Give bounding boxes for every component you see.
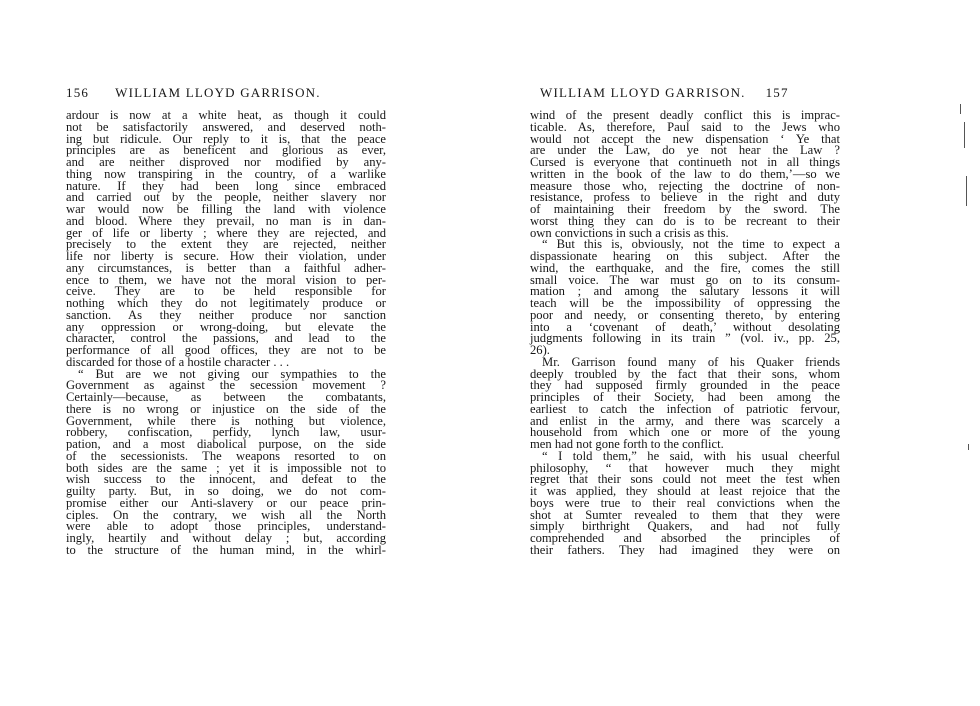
text-line: earliest to catch the infection of patriotic fervour, [530, 401, 840, 416]
text-line: judgments following in its train ” (vol. iv., pp. 25, [530, 331, 840, 346]
text-line: and are neither disproved nor modified by any- [66, 155, 386, 169]
right-page [490, 0, 980, 706]
text-line: simply birthright Quakers, and had not fully [530, 519, 840, 534]
text-line: ence to them, we have not the moral vision to per- [66, 272, 386, 287]
text-line: thing now transpiring in the country, of a warlike [66, 166, 386, 181]
text-line: character, control the passions, and lead to the [66, 331, 386, 346]
text-line: and carried out by the people, neither slavery nor [66, 190, 386, 205]
text-line: mation ; and among the salutary lessons it will [530, 284, 840, 299]
text-line: into a ‘covenant of death,’ without desolating [530, 319, 840, 334]
text-line: any circumstances, is better than a faithful adher- [66, 260, 386, 275]
text-line: own convictions in such a crisis as this. [530, 225, 729, 240]
text-line: principles of their Society, had been among the [530, 390, 840, 404]
text-line: worst thing they can do is to be recreant to their [530, 213, 840, 228]
text-line: household from which one or more of the young [530, 425, 840, 440]
text-line: any oppression or wrong-doing, but elevate the [66, 319, 386, 334]
text-line: teach will be the impossibility of oppressing the [530, 296, 840, 310]
right-body-text [530, 110, 840, 557]
text-line: ticable. As, therefore, Paul said to the Jews who [530, 119, 840, 134]
text-line: promise either our Anti-slavery or our peace prin- [66, 495, 386, 510]
text-line: Government, while there is nothing but violence, [66, 413, 386, 428]
text-line: 26). [530, 343, 550, 357]
text-line: small voice. The war must go on to its consum- [530, 272, 840, 287]
text-line: “ But are we not giving our sympathies to the [78, 366, 386, 381]
text-line: ceive. They are to be held responsible for [66, 284, 386, 299]
text-line: and enlist in the army, and there was scarcely a [530, 413, 840, 428]
text-line: both sides are the same ; yet it is impossible not to [66, 460, 386, 475]
text-line: resistance, profess to believe in the right and duty [530, 190, 840, 205]
text-line: philosophy, “ that however much they might [530, 460, 840, 475]
text-line: Mr. Garrison found many of his Quaker friends [542, 354, 840, 369]
text-line: nature. If they had been long since embraced [66, 178, 386, 193]
text-line: sanction. As they neither produce nor sanction [66, 307, 386, 322]
text-line: dispassionate hearing on this subject. After the [530, 249, 840, 263]
text-line: written in the book of the law to do them,’—so we [530, 166, 840, 181]
text-line: performance of all good offices, they are not to be [66, 343, 386, 357]
text-line: war would now be filling the land with violence [66, 202, 386, 216]
text-line: measure those who, rejecting the doctrine of non- [530, 178, 840, 193]
text-line: to the structure of the human mind, in the whirl- [66, 542, 386, 557]
text-line: comprehended and absorbed the principles of [530, 531, 840, 545]
text-line: not be satisfactorily answered, and deserved noth- [66, 119, 386, 134]
margin-mark [964, 122, 965, 148]
text-line: boys were true to their real convictions when the [530, 495, 840, 510]
running-head-title: WILLIAM LLOYD GARRISON. [540, 85, 746, 100]
text-line: and blood. Where they prevail, no man is in dan- [66, 213, 386, 228]
text-line: are under the Law, do ye not hear the Law ? [530, 143, 840, 158]
margin-mark [966, 176, 967, 206]
text-line: there is no wrong or injustice on the side of the [66, 401, 386, 416]
text-line: of maintaining their freedom by the sword. The [530, 202, 840, 216]
text-line: Cursed is everyone that continueth not in all things [530, 155, 840, 169]
text-line: their fathers. They had imagined they were on [530, 542, 840, 557]
text-line: regret that their sons could not meet the test when [530, 472, 840, 487]
text-line: ciples. On the contrary, we wish all the North [66, 507, 386, 522]
text-line: ing but ridicule. Our reply to it is, that the peace [66, 131, 386, 146]
text-line: ingly, heartily and without delay ; but, according [66, 531, 386, 545]
text-line: ardour is now at a white heat, as though it could [66, 108, 386, 122]
text-line: wind of the present deadly conflict this is imprac- [530, 108, 840, 122]
left-running-header [66, 84, 386, 102]
text-line: of the secessionists. The weapons resorted to on [66, 448, 386, 463]
text-line: shot at Sumter revealed to them that they were [530, 507, 840, 522]
text-line: deeply troubled by the fact that their sons, whom [530, 366, 840, 381]
text-line: principles are as beneficent and glorious as ever, [66, 143, 386, 158]
text-line: ger of life or liberty ; where they are rejected, and [66, 225, 386, 240]
right-running-header [540, 84, 870, 102]
text-line: guilty party. But, in so doing, we do not com- [66, 484, 386, 498]
page-number: 157 [765, 85, 789, 100]
text-line: nothing which they do not legitimately produce or [66, 296, 386, 310]
text-line: it was applied, they should at least rejoice that the [530, 484, 840, 498]
text-line: wish success to the innocent, and defeat to the [66, 472, 386, 487]
margin-mark [960, 104, 961, 114]
text-line: wind, the earthquake, and the fire, comes the still [530, 260, 840, 275]
text-line: Certainly—because, as between the combatants, [66, 390, 386, 404]
text-line: they had supposed firmly grounded in the peace [530, 378, 840, 393]
text-line: “ But this is, obviously, not the time to expect a [542, 237, 840, 252]
text-line: Government as against the secession movement ? [66, 378, 386, 393]
left-body-text [66, 110, 386, 557]
text-line: would not accept the new dispensation ‘ Ye that [530, 131, 840, 146]
text-line: poor and needy, or consenting thereto, by entering [530, 307, 840, 322]
text-line: “ I told them,” he said, with his usual cheerful [542, 448, 840, 463]
text-line: pation, and a most diabolical purpose, on the side [66, 437, 386, 451]
text-line: life nor liberty is secure. How their violation, under [66, 249, 386, 263]
margin-mark [968, 444, 969, 450]
text-line: robbery, confiscation, perfidy, lynch law, usur- [66, 425, 386, 440]
running-head-title: WILLIAM LLOYD GARRISON. [115, 85, 321, 100]
text-line: discarded for those of a hostile character . . . [66, 354, 290, 369]
page-number: 156 [66, 85, 90, 100]
text-line: precisely to the extent they are rejected, neither [66, 237, 386, 252]
text-line: men had not gone forth to the conflict. [530, 437, 724, 451]
text-line: were able to adopt those principles, understand- [66, 519, 386, 534]
